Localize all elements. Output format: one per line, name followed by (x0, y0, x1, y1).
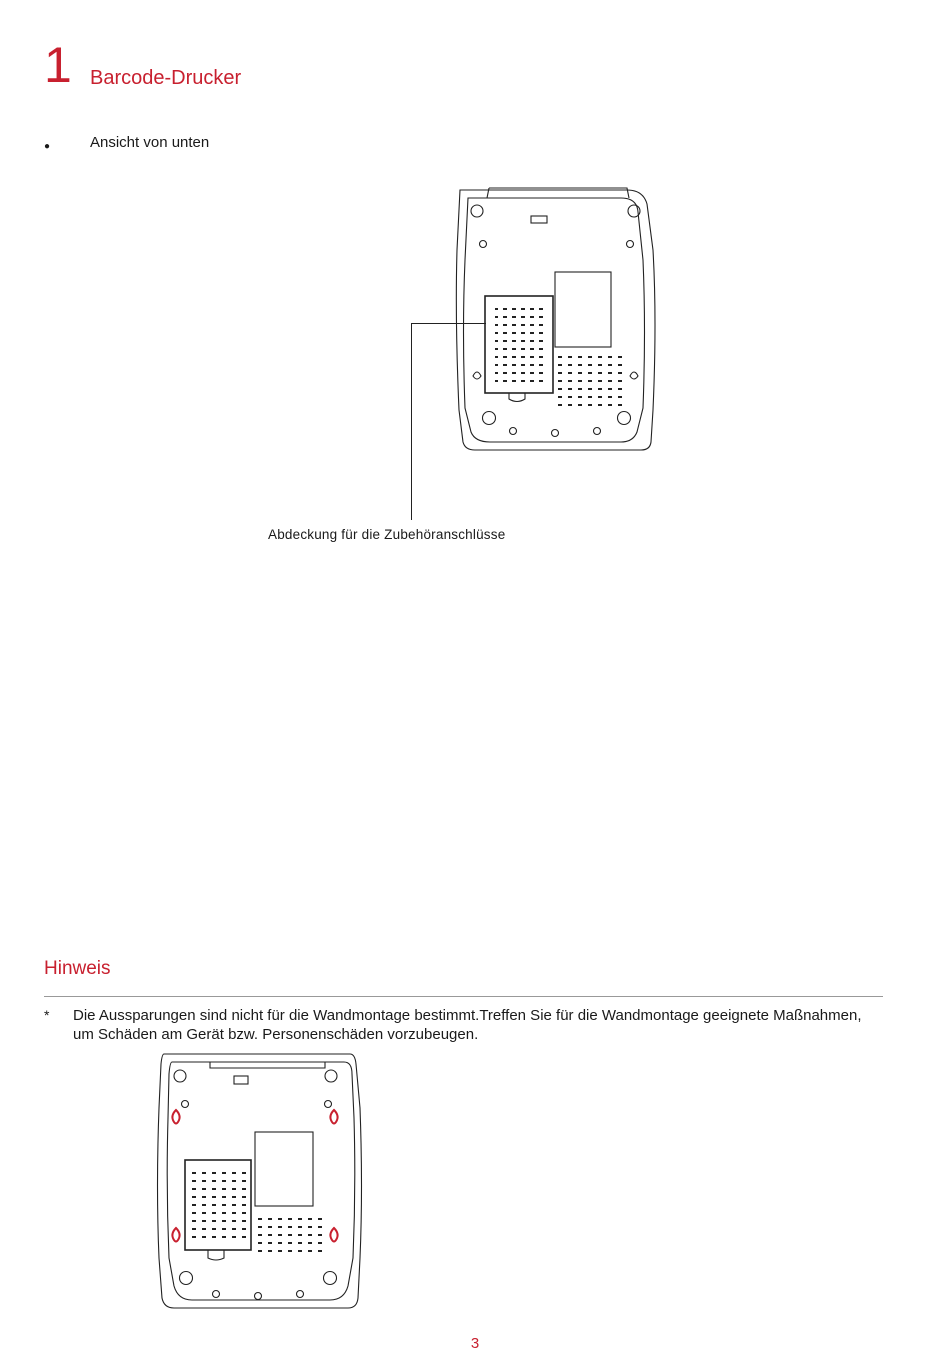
chapter-number: 1 (44, 37, 72, 93)
figure-caption: Abdeckung für die Zubehöranschlüsse (268, 527, 506, 542)
keyhole-icon (330, 1228, 337, 1242)
section-heading: Ansicht von unten (90, 134, 210, 151)
printer-keyhole-illustration (150, 1048, 370, 1313)
page-number: 3 (470, 1335, 480, 1352)
note-text: Die Aussparungen sind nicht für die Wandmontage bestimmt.Treffen Sie für die Wandmontage geeignete Maßnahmen, um Schäden am Gerät bzw. Personenschäden vorzubeugen. (73, 1007, 862, 1043)
note-title: Hinweis (44, 958, 111, 979)
keyhole-icon (172, 1228, 179, 1242)
chapter-title: Barcode-Drucker (90, 67, 242, 89)
keyhole-icon (330, 1110, 337, 1124)
keyhole-icon (172, 1110, 179, 1124)
note-marker: * (44, 1007, 50, 1023)
bullet-icon: ● (44, 141, 51, 152)
callout-leader-line (411, 323, 486, 520)
note-divider (44, 996, 883, 997)
